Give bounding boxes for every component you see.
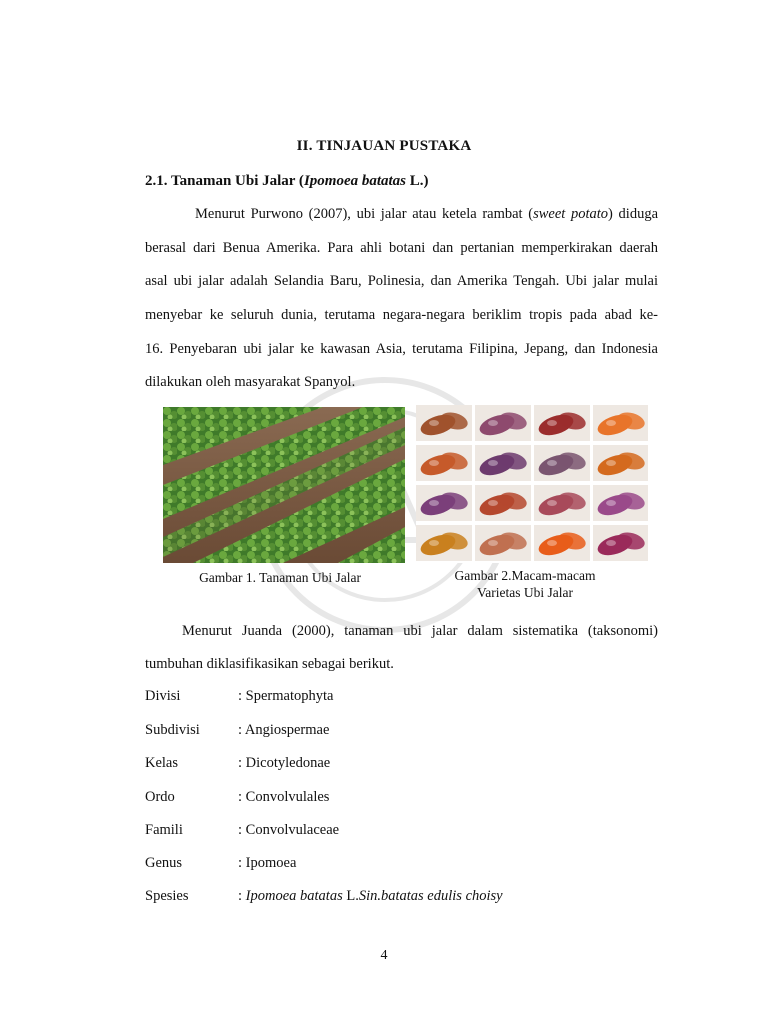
variety-tile bbox=[416, 525, 472, 561]
variety-tile bbox=[593, 525, 648, 561]
taxonomy-value: : Angiospermae bbox=[238, 722, 330, 738]
paragraph1-line2: berasal dari Benua Amerika. Para ahli botani dan pertanian memperkirakan daerah bbox=[145, 240, 658, 256]
taxonomy-value: : Dicotyledonae bbox=[238, 755, 331, 771]
variety-tile bbox=[534, 525, 590, 561]
paragraph1-line1 bbox=[195, 205, 658, 223]
variety-tile bbox=[475, 485, 531, 521]
species-synonym: Sin.batatas edulis choisy bbox=[358, 888, 503, 904]
taxonomy-value: : Ipomoea bbox=[238, 855, 297, 871]
section-heading-prefix: 2.1. Tanaman Ubi Jalar ( bbox=[145, 173, 304, 189]
variety-tile bbox=[475, 445, 531, 481]
figure2-caption bbox=[425, 567, 625, 601]
sweet-potato-varieties-image bbox=[416, 405, 648, 563]
taxonomy-value bbox=[238, 888, 503, 905]
variety-tile bbox=[416, 405, 472, 441]
species-author: L. bbox=[342, 888, 359, 904]
taxonomy-label: Kelas bbox=[145, 755, 179, 771]
species-name: Ipomoea batatas bbox=[245, 888, 343, 904]
paragraph1-line1-b: ) diduga bbox=[608, 206, 659, 222]
figure1-caption: Gambar 1. Tanaman Ubi Jalar bbox=[199, 570, 361, 585]
variety-tile bbox=[593, 405, 648, 441]
taxonomy-label: Genus bbox=[145, 855, 183, 871]
taxonomy-label: Divisi bbox=[145, 688, 181, 704]
paragraph1-line3: asal ubi jalar adalah Selandia Baru, Polinesia, dan Amerika Tengah. Ubi jalar mulai bbox=[145, 273, 658, 289]
taxonomy-value: : Convolvulaceae bbox=[238, 822, 340, 838]
taxonomy-value: : Convolvulales bbox=[238, 789, 330, 805]
paragraph1-line4: menyebar ke seluruh dunia, terutama negara-negara beriklim tropis pada abad ke- bbox=[145, 307, 658, 323]
chapter-heading: II. TINJAUAN PUSTAKA bbox=[296, 138, 472, 154]
figure2-caption-line2: Varietas Ubi Jalar bbox=[477, 585, 573, 600]
field-illustration bbox=[163, 407, 405, 563]
variety-tile bbox=[534, 445, 590, 481]
taxonomy-label: Ordo bbox=[145, 789, 175, 805]
paragraph1-line1-a: Menurut Purwono (2007), ubi jalar atau ketela rambat ( bbox=[195, 206, 534, 222]
variety-tile bbox=[475, 405, 531, 441]
sweet-potato-field-image bbox=[163, 407, 405, 563]
taxonomy-label: Subdivisi bbox=[145, 722, 200, 738]
page-number: 4 bbox=[380, 948, 388, 963]
variety-tile bbox=[534, 485, 590, 521]
variety-tile bbox=[416, 485, 472, 521]
taxonomy-label: Spesies bbox=[145, 888, 189, 904]
variety-tile bbox=[475, 525, 531, 561]
variety-tile bbox=[416, 445, 472, 481]
paragraph1-line1-italic: sweet potato bbox=[533, 206, 609, 222]
species-colon: : bbox=[238, 888, 246, 904]
section-heading-suffix: L.) bbox=[406, 173, 429, 189]
figure2-caption-line1: Gambar 2.Macam-macam bbox=[454, 568, 596, 583]
section-heading bbox=[145, 173, 429, 190]
section-heading-latin: Ipomoea batatas bbox=[303, 173, 407, 189]
paragraph1-line6: dilakukan oleh masyarakat Spanyol. bbox=[145, 374, 356, 390]
variety-tile bbox=[593, 445, 648, 481]
paragraph2-line2: tumbuhan diklasifikasikan sebagai berikut. bbox=[145, 656, 394, 672]
variety-tile bbox=[534, 405, 590, 441]
paragraph2-line1: Menurut Juanda (2000), tanaman ubi jalar dalam sistematika (taksonomi) bbox=[182, 623, 658, 639]
variety-tile bbox=[593, 485, 648, 521]
taxonomy-label: Famili bbox=[145, 822, 183, 838]
paragraph1-line5: 16. Penyebaran ubi jalar ke kawasan Asia, terutama Filipina, Jepang, dan Indonesia bbox=[145, 341, 658, 357]
taxonomy-value: : Spermatophyta bbox=[238, 688, 334, 704]
